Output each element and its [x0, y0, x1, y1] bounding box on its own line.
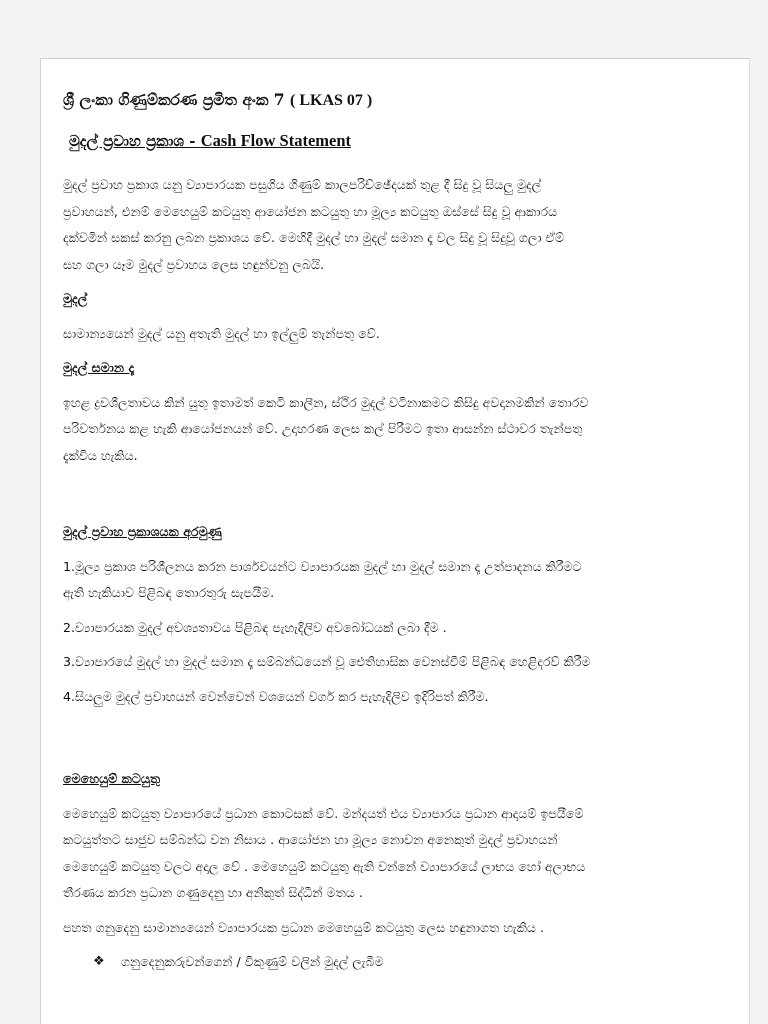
objective-item	[63, 615, 728, 642]
text-line: දැක්විය හැකිය.	[63, 447, 138, 463]
text-line: කටයුත්තට සාජුව සම්බන්ධ වන නිසාය . ආයෝජන හා මූල්‍ය නොවන අනෙකුත් මුදල් ප්‍රවාහයන්	[63, 832, 558, 847]
document-subtitle	[69, 130, 728, 152]
section-heading-cash-equivalents: මුදල් සමාන දෑ	[63, 360, 135, 375]
text-line: 4.සියලුම මුදල් ප්‍රවාහයන් වෙන්වෙන් වශයෙන් වර්ග කර පැහැදිලිව ඉදිරිපත් කිරීම.	[63, 688, 489, 704]
section-heading-operating: මෙහෙයුම් කටයුතු	[63, 771, 161, 786]
section-heading-cash: මුදල්	[63, 291, 88, 306]
text-line: ඉහළ ද්‍රවශීලතාවය කින් යුතු ඉතාමත් කෙටි කාලීන, ස්ථිර මුදල් වටිනාකමට කිසිදු අවදානමකින් තොරව	[63, 394, 589, 410]
spacer	[63, 477, 728, 511]
text-line: මෙහෙයුම් කටයුතු වලට අදාල වේ . මෙහෙයුම් කටයුතු ඇති වන්නේ ව්‍යාපාරයේ ලාභය හෝ අලාභය	[63, 858, 586, 874]
text-line: පරිවර්තනය කළ හැකි ආයෝජනයන් වේ. උදාහරණ ලෙස කල් පිරීමට ඉතා ආසන්න ස්ථාවර තැන්පතු	[63, 421, 583, 436]
objective-item	[63, 554, 728, 607]
title-sinhala: ශ්‍රී ලංකා ගිණුම්කරණ ප්‍රමිත අංක 7	[63, 90, 285, 109]
document-body	[63, 89, 728, 976]
intro-paragraph	[63, 172, 728, 278]
diamond-bullet-icon: ❖	[93, 954, 105, 969]
operating-note: පහත ගනුදෙනු සාමාන්‍යයෙන් ව්‍යාපාරයක ප්‍රධාන මෙහෙයුම් කටයුතු ලෙස හඳුනාගත හැකිය .	[63, 919, 544, 935]
objective-item	[63, 684, 728, 711]
text-line: 3.ව්‍යාපාරයේ මුදල් හා මුදල් සමාන දෑ සම්බන්ධයෙන් වූ ඓතිහාසික වෙනස්වීම් පිළිබඳ හෙළිදරව් කිරීම	[63, 654, 591, 669]
subtitle-sinhala: මුදල් ප්‍රවාහ ප්‍රකාශ -	[69, 132, 196, 150]
spacer	[63, 718, 728, 758]
cash-paragraph: සාමාන්‍යයෙන් මුදල් යනු අතැති මුදල් හා ඉල්ලුම් තැන්පතු වේ.	[63, 325, 380, 341]
text-line: මෙහෙයුම් කටයුතු ව්‍යාපාරයේ ප්‍රධාන කොටසක් වේ. මන්දයත් එය ව්‍යාපාරය ප්‍රධාන ආදායම් ඉපයීමේ	[63, 805, 584, 821]
section-heading-objectives: මුදල් ප්‍රවාහ ප්‍රකාශයක අරමුණු	[63, 524, 222, 539]
subtitle-english: Cash Flow Statement	[200, 131, 352, 150]
operating-paragraph	[63, 801, 728, 907]
text-line: සහ ගලා යෑම මුදල් ප්‍රවාහය ලෙස හඳුන්වනු ලබයි.	[63, 256, 325, 272]
cash-equivalents-paragraph	[63, 390, 728, 470]
text-line: ඇති හැකියාව පිළිබඳ තොරතුරු සැපයීම.	[63, 585, 275, 600]
text-line: තීරණය කරන ප්‍රධාන ගණුදෙනු හා අනිකුත් සිද්ධීන් මතය .	[63, 885, 363, 900]
document-page	[40, 58, 750, 1024]
bullet-item	[93, 949, 728, 976]
text-line: 1.මූල්‍ය ප්‍රකාශ පරිශීලනය කරන පාර්ශවයන්ට ව්‍යාපාරයක මුදල් හා මුදල් සමාන දෑ උත්පාදනය කිරීමට	[63, 558, 582, 574]
text-line: 2.ව්‍යාපාරයක මුදල් අවශ්‍යතාවය පිළිබඳ පැහැදිලිව අවබෝධයක් ලබා දීම .	[63, 619, 447, 635]
text-line: ප්‍රවාහයන්, එනම් මෙහෙයුම් කටයුතු ආයෝජන කටයුතු හා මූල්‍ය කටයුතු ඔස්සේ සිදු වූ ආකාරය	[63, 203, 558, 219]
text-line: දක්වමින් සකස් කරනු ලබන ප්‍රකාශය වේ. මෙහිදී මුදල් හා මුදල් සමාන දෑ වල සිදු වූ සිදුවූ ගලා ඒම්	[63, 230, 565, 245]
text-line: මුදල් ප්‍රවාහ ප්‍රකාශ යනු ව්‍යාපාරයක පසුගිය ගිණුම් කාලපරිච්ඡේදයක් තුළ දී සිදු වූ සියලු මුදල්	[63, 177, 542, 192]
bullet-text: ගනුදෙනුකරුවන්ගෙන් / විකුණුම් වලින් මුදල් ලැබීම	[121, 954, 384, 969]
title-code: ( LKAS 07 )	[290, 92, 373, 109]
objective-item	[63, 649, 728, 676]
document-title	[63, 89, 728, 112]
